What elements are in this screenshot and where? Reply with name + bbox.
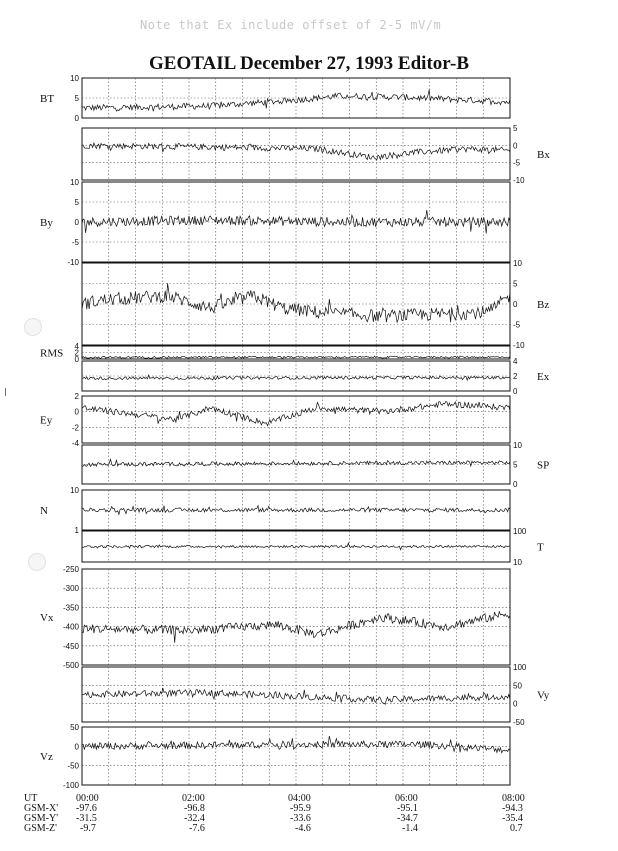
panel-label-vz: Vz <box>40 751 53 763</box>
tick-label-sp: 10 <box>513 441 522 450</box>
tick-label-ey: 0 <box>74 407 79 417</box>
panel-label-bx: Bx <box>537 149 550 161</box>
tick-label-vy: 50 <box>513 681 522 691</box>
panel-label-n: N <box>40 505 48 517</box>
tick-label-bt: 10 <box>70 74 79 83</box>
footer-z-3: -1.4 <box>402 823 418 834</box>
tick-label-n: 1 <box>74 526 79 535</box>
tick-label-bt: 0 <box>74 114 79 123</box>
trace-vx <box>82 612 510 643</box>
tick-label-ex: 4 <box>513 357 518 366</box>
footer-label-gsm-z: GSM-Z' <box>24 823 57 834</box>
panel-label-vy: Vy <box>537 689 550 702</box>
tick-label-bz: -10 <box>513 341 525 350</box>
panel-label-by: By <box>40 217 53 229</box>
panel-label-vx: Vx <box>40 612 54 624</box>
tick-label-vx: -250 <box>62 565 79 574</box>
tick-label-by: -10 <box>67 258 79 267</box>
tick-label-bx: 0 <box>513 141 518 151</box>
tick-label-vz: 0 <box>74 742 79 752</box>
tick-label-by: -5 <box>71 238 79 247</box>
footer-z-0: -9.7 <box>80 823 96 834</box>
tick-label-vx: -400 <box>62 622 79 632</box>
tick-label-vz: -100 <box>62 781 79 790</box>
tick-label-vy: 0 <box>513 699 518 709</box>
tick-label-sp: 5 <box>513 460 518 470</box>
tick-label-vx: -300 <box>62 584 79 594</box>
tick-label-t: 100 <box>513 527 527 536</box>
tick-label-vy: -50 <box>513 718 525 727</box>
footer-y-2: -33.6 <box>290 813 311 824</box>
panel-label-ey: Ey <box>40 414 53 427</box>
tick-label-by: 5 <box>74 198 79 207</box>
footer-ut-0: 00:00 <box>76 793 99 804</box>
footer-x-4: -94.3 <box>502 803 523 814</box>
tick-label-bz: 5 <box>513 279 518 289</box>
footer-z-1: -7.6 <box>189 823 205 834</box>
tick-label-rms: 2 <box>74 348 79 358</box>
tick-label-n: 10 <box>70 486 79 495</box>
footer-x-3: -95.1 <box>397 803 418 814</box>
tick-label-by: 0 <box>74 218 79 227</box>
tick-label-ey: 2 <box>74 392 79 401</box>
tick-label-rms: 0 <box>74 355 79 364</box>
tick-label-ey: -2 <box>71 423 79 433</box>
panel-label-bt: BT <box>40 93 55 105</box>
footer-label-gsm-y: GSM-Y' <box>24 813 59 824</box>
tick-label-by: 10 <box>70 178 79 187</box>
footer-z-4: 0.7 <box>510 823 523 834</box>
footer-y-1: -32.4 <box>184 813 205 824</box>
tick-label-vx: -450 <box>62 641 79 651</box>
chart-title: GEOTAIL December 27, 1993 Editor-B <box>149 53 469 74</box>
footer-ut-1: 02:00 <box>182 793 205 804</box>
tick-label-bx: -5 <box>513 158 521 168</box>
trace-ey <box>82 402 510 426</box>
footer-y-0: -31.5 <box>76 813 97 824</box>
footer-ut-4: 08:00 <box>502 793 525 804</box>
tick-label-ey: -4 <box>71 439 79 448</box>
tick-label-vx: -500 <box>62 661 79 670</box>
tick-label-sp: 0 <box>513 480 518 489</box>
tick-label-bx: 5 <box>513 124 518 133</box>
panel-frame-n <box>82 490 510 530</box>
tick-label-t: 10 <box>513 558 522 567</box>
footer-x-1: -96.8 <box>184 803 205 814</box>
tick-label-bz: 0 <box>513 300 518 309</box>
panel-label-bz: Bz <box>537 299 550 311</box>
tick-label-bx: -10 <box>513 176 525 185</box>
footer-x-2: -95.9 <box>290 803 311 814</box>
tick-label-ex: 0 <box>513 387 518 396</box>
footer-z-2: -4.6 <box>295 823 311 834</box>
tick-label-vz: 50 <box>70 723 79 732</box>
tick-label-vy: 100 <box>513 663 527 672</box>
panel-label-rms: RMS <box>40 347 64 360</box>
panel-label-t: T <box>537 541 544 554</box>
panel-label-sp: SP <box>537 459 550 472</box>
footer-x-0: -97.6 <box>76 803 97 814</box>
handwritten-note: Note that Ex include offset of 2-5 mV/m <box>140 18 442 32</box>
trace-n <box>82 506 510 515</box>
tick-label-rms: 4 <box>74 342 79 351</box>
footer-ut-3: 06:00 <box>395 793 418 804</box>
footer-label-gsm-x: GSM-X' <box>24 803 59 814</box>
tick-label-vz: -50 <box>67 761 79 771</box>
tick-label-ex: 2 <box>513 372 518 381</box>
tick-label-bz: -5 <box>513 320 521 330</box>
footer-y-4: -35.4 <box>502 813 523 824</box>
tick-label-bz: 10 <box>513 259 522 268</box>
tick-label-bt: 5 <box>74 94 79 103</box>
panel-label-ex: Ex <box>537 371 550 383</box>
footer-ut-2: 04:00 <box>288 793 311 804</box>
footer-y-3: -34.7 <box>397 813 418 824</box>
tick-label-vx: -350 <box>62 603 79 613</box>
footer-label-ut: UT <box>24 793 38 804</box>
